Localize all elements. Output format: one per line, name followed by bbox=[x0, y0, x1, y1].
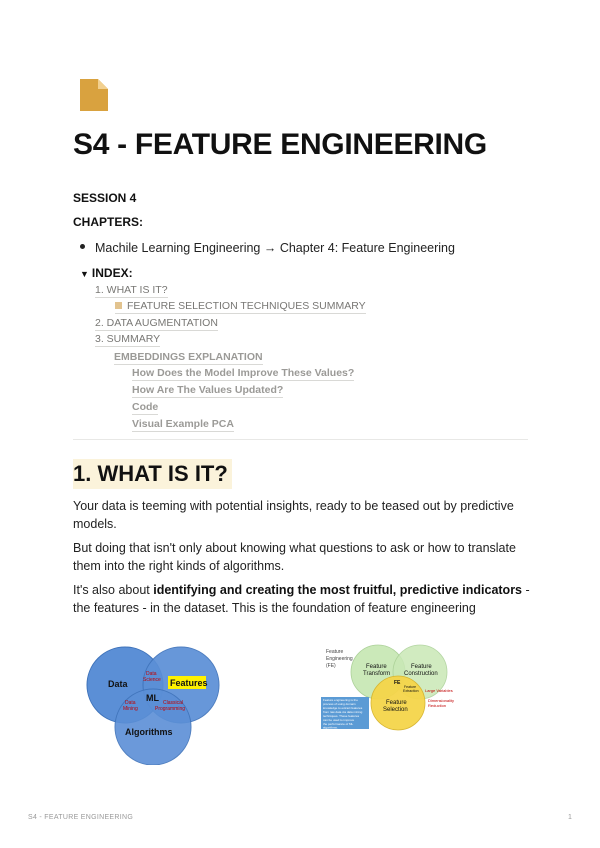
index-toggle[interactable] bbox=[80, 266, 133, 280]
fe-title-1: Feature bbox=[326, 649, 344, 655]
venn2-extraction-2: Extraction bbox=[403, 689, 419, 693]
document-icon bbox=[80, 79, 108, 111]
venn2-note-large-vars: Large Variables bbox=[425, 688, 453, 693]
toc-item-model-improve[interactable]: How Does the Model Improve These Values? bbox=[132, 367, 355, 379]
toc-item-feature-selection[interactable] bbox=[115, 300, 366, 314]
toc-item-data-augmentation[interactable]: 2. DATA AUGMENTATION bbox=[95, 317, 218, 329]
venn-label-data-science-2: Science bbox=[143, 677, 161, 683]
venn2-extraction-1: Feature bbox=[404, 685, 417, 689]
venn-label-classical-1: Classical bbox=[163, 700, 184, 706]
divider bbox=[73, 439, 528, 440]
ml-venn-diagram bbox=[85, 645, 225, 765]
venn2-selection-2: Selection bbox=[383, 707, 408, 713]
chapter-link[interactable]: Machile Learning Engineering → Chapter 4: Feature Engineering bbox=[95, 241, 455, 255]
fe-box-line-8: algorithms. bbox=[323, 725, 338, 730]
index-label: INDEX: bbox=[91, 266, 133, 280]
venn-label-features: Features bbox=[170, 678, 208, 688]
toc-item-summary[interactable]: 3. SUMMARY bbox=[95, 333, 161, 345]
toc-item-values-updated[interactable]: How Are The Values Updated? bbox=[132, 384, 284, 396]
fe-box-line-4: from raw data via data mining bbox=[323, 710, 363, 714]
paragraph-3-text-end: - the features - in the dataset. This is the foundation of feature engineering bbox=[73, 583, 530, 615]
chapter-list-item[interactable] bbox=[80, 241, 455, 255]
fe-title-3: (FE) bbox=[326, 663, 336, 669]
venn2-note-dim-2: Reduction bbox=[428, 703, 447, 708]
venn-label-data-science-1: Data bbox=[146, 671, 157, 677]
venn2-selection-1: Feature bbox=[386, 700, 407, 706]
fe-box-line-1: Feature engineering is the bbox=[323, 698, 358, 702]
fe-box-line-5: techniques. These features bbox=[323, 714, 360, 718]
venn2-construction-1: Feature bbox=[411, 664, 432, 670]
paragraph-3-text: It's also about bbox=[73, 583, 154, 597]
fe-box-line-3: knowledge to extract features bbox=[323, 706, 363, 710]
section-heading-what-is-it: 1. WHAT IS IT? bbox=[73, 459, 232, 489]
toc-item-code[interactable]: Code bbox=[132, 401, 159, 413]
footer-page-number: 1 bbox=[568, 814, 573, 821]
venn2-construction-2: Construction bbox=[404, 671, 438, 677]
page-title: S4 - FEATURE ENGINEERING bbox=[73, 128, 487, 161]
paragraph-3 bbox=[73, 581, 533, 617]
venn-label-algorithms: Algorithms bbox=[125, 727, 173, 737]
square-icon bbox=[115, 302, 122, 309]
footer-title: S4 - FEATURE ENGINEERING bbox=[28, 814, 134, 821]
paragraph-1: Your data is teeming with potential insights, ready to be teased out by predictive models. bbox=[73, 499, 514, 531]
bullet-icon bbox=[80, 244, 85, 249]
paragraph-3-bold: identifying and creating the most fruitful, predictive indicators bbox=[153, 583, 523, 597]
venn-label-data-mining-2: Mining bbox=[123, 706, 138, 712]
venn2-transform-1: Feature bbox=[366, 664, 387, 670]
venn-label-classical-2: Programming bbox=[155, 706, 186, 712]
venn-label-data-mining-1: Data bbox=[125, 700, 136, 706]
fe-venn-diagram bbox=[318, 644, 478, 734]
toc-item-label: FEATURE SELECTION TECHNIQUES SUMMARY bbox=[127, 300, 366, 312]
fe-box-line-7: the performance of ML bbox=[323, 722, 354, 726]
venn2-fe: FE bbox=[394, 680, 401, 686]
venn2-transform-2: Transform bbox=[363, 671, 391, 677]
fe-title-2: Engineering bbox=[326, 656, 353, 662]
fe-box-line-2: process of using domain bbox=[323, 702, 356, 706]
venn-label-ml: ML bbox=[146, 693, 159, 703]
chapters-label: CHAPTERS: bbox=[73, 215, 144, 229]
toc-item-embeddings[interactable]: EMBEDDINGS EXPLANATION bbox=[114, 351, 263, 363]
session-label: SESSION 4 bbox=[73, 191, 137, 205]
toc-item-what-is-it[interactable]: 1. WHAT IS IT? bbox=[95, 284, 168, 296]
venn-label-data: Data bbox=[108, 679, 128, 689]
toc-item-visual-pca[interactable]: Visual Example PCA bbox=[132, 418, 234, 430]
venn2-note-dim-1: Dimensionality bbox=[428, 698, 455, 703]
fe-box-line-6: can be used to improve bbox=[323, 718, 355, 722]
paragraph-2: But doing that isn't only about knowing what questions to ask or how to translate them into the right kinds of algorithms. bbox=[73, 541, 516, 573]
triangle-down-icon: ▼ bbox=[80, 269, 89, 279]
